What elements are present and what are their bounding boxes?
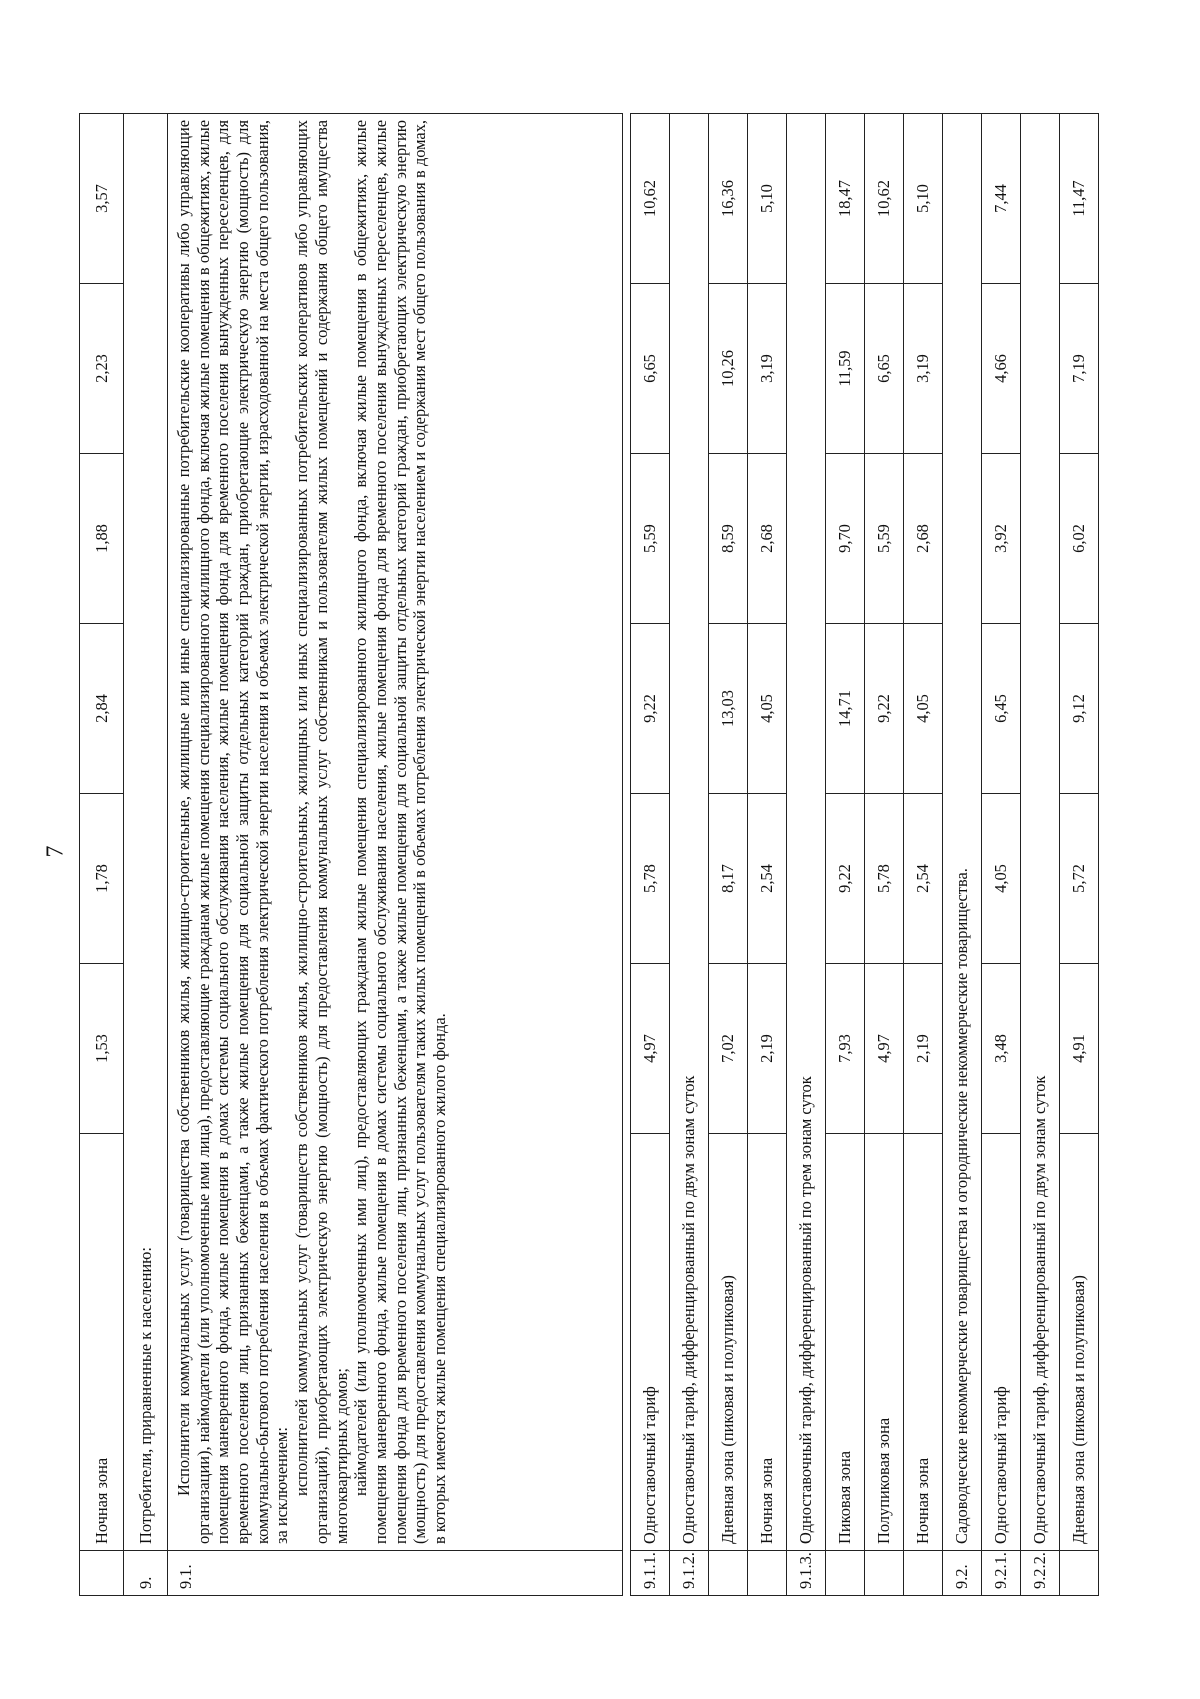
tariff-table (79, 113, 1099, 1596)
row-number: 9.2. (943, 1551, 982, 1596)
value-cell: 6,65 (631, 284, 670, 454)
value-cell: 3,48 (982, 964, 1021, 1134)
value-cell: 1,78 (80, 794, 124, 964)
table-row (80, 114, 124, 1596)
value-cell: 2,68 (748, 454, 787, 624)
value-cell: 11,59 (826, 284, 865, 454)
value-cell: 18,47 (826, 114, 865, 284)
value-cell: 6,45 (982, 624, 1021, 794)
row-number: 9. (124, 1551, 168, 1596)
row-number (865, 1551, 904, 1596)
value-cell: 5,10 (904, 114, 943, 284)
section-heading: Потребители, приравненные к населению: (124, 114, 168, 1551)
value-cell: 4,05 (982, 794, 1021, 964)
value-cell: 3,92 (982, 454, 1021, 624)
description-paragraph: исполнителей коммунальных услуг (товариществ собственников жилья, жилищно-строительных, жилищных или иных специализированных потребительских кооперативов либо управляющих организаций), приобретающих электрическую энергию (мощность) для предоставления коммунальных услуг собственникам и пользователям жилых помещений и содержания общего имущества многоквартирных домов; (292, 120, 351, 1544)
section-heading: Одноставочный тариф, дифференцированный по трем зонам суток (787, 114, 826, 1551)
value-cell: 4,91 (1060, 964, 1099, 1134)
table-row (982, 114, 1021, 1596)
value-cell: 7,02 (709, 964, 748, 1134)
row-separator (623, 114, 631, 1596)
row-label: Ночная зона (904, 1134, 943, 1551)
rotated-page (79, 113, 1099, 1596)
value-cell: 9,70 (826, 454, 865, 624)
row-label: Пиковая зона (826, 1134, 865, 1551)
table-row (748, 114, 787, 1596)
row-number: 9.2.2. (1021, 1551, 1060, 1596)
value-cell: 8,59 (709, 454, 748, 624)
value-cell: 5,78 (865, 794, 904, 964)
value-cell: 1,88 (80, 454, 124, 624)
table-row (865, 114, 904, 1596)
value-cell: 10,62 (631, 114, 670, 284)
table-row (904, 114, 943, 1596)
value-cell: 4,97 (865, 964, 904, 1134)
value-cell: 4,97 (631, 964, 670, 1134)
row-label: Ночная зона (748, 1134, 787, 1551)
value-cell: 2,54 (748, 794, 787, 964)
description-paragraph: наймодателей (или уполномоченных ими лиц), предоставляющих гражданам жилые помещения специализированного жилищного фонда, включая жилые помещения в общежитиях, жилые помещения маневренного фонда, жилые помещения в домах системы социального обслуживания населения, жилые помещения фонда для временного поселения вынужденных переселенцев, жилые помещения фонда для временного поселения лиц, признанных беженцами, а также жилые помещения для социальной защиты отдельных категорий граждан, приобретающих электрическую энергию (мощность) для предоставления коммунальных услуг пользователям таких жилых помещений в объемах потребления электрической энергии населением и содержания мест общего пользования в домах, в которых имеются жилые помещения специализированного жилого фонда. (351, 120, 449, 1544)
value-cell: 4,05 (748, 624, 787, 794)
section-heading: Одноставочный тариф, дифференцированный по двум зонам суток (670, 114, 709, 1551)
table-row (631, 114, 670, 1596)
value-cell: 2,19 (904, 964, 943, 1134)
value-cell: 2,84 (80, 624, 124, 794)
value-cell: 7,44 (982, 114, 1021, 284)
value-cell: 6,65 (865, 284, 904, 454)
value-cell: 9,22 (826, 794, 865, 964)
table-row (168, 114, 623, 1596)
row-number: 9.1.3. (787, 1551, 826, 1596)
page-number: 7 (42, 845, 69, 858)
value-cell: 8,17 (709, 794, 748, 964)
row-number: 9.1.2. (670, 1551, 709, 1596)
value-cell: 11,47 (1060, 114, 1099, 284)
value-cell: 3,19 (748, 284, 787, 454)
row-label: Ночная зона (80, 1134, 124, 1551)
value-cell: 10,26 (709, 284, 748, 454)
row-label: Дневная зона (пиковая и полупиковая) (1060, 1134, 1099, 1551)
value-cell: 2,68 (904, 454, 943, 624)
value-cell: 9,22 (631, 624, 670, 794)
row-number: 9.1. (168, 1551, 623, 1596)
value-cell: 16,36 (709, 114, 748, 284)
value-cell: 7,19 (1060, 284, 1099, 454)
row-number (80, 1551, 124, 1596)
value-cell: 3,57 (80, 114, 124, 284)
section-heading: Одноставочный тариф, дифференцированный по двум зонам суток (1021, 114, 1060, 1551)
row-label: Одноставочный тариф (631, 1134, 670, 1551)
value-cell: 10,62 (865, 114, 904, 284)
table-row (124, 114, 168, 1596)
value-cell: 4,66 (982, 284, 1021, 454)
table-row (787, 114, 826, 1596)
row-number (826, 1551, 865, 1596)
row-label: Одноставочный тариф (982, 1134, 1021, 1551)
table-row (943, 114, 982, 1596)
row-label: Дневная зона (пиковая и полупиковая) (709, 1134, 748, 1551)
value-cell: 13,03 (709, 624, 748, 794)
row-number: 9.1.1. (631, 1551, 670, 1596)
value-cell: 9,22 (865, 624, 904, 794)
table-row (826, 114, 865, 1596)
value-cell: 3,19 (904, 284, 943, 454)
value-cell: 4,05 (904, 624, 943, 794)
row-number (1060, 1551, 1099, 1596)
value-cell: 5,59 (865, 454, 904, 624)
value-cell: 2,23 (80, 284, 124, 454)
value-cell: 1,53 (80, 964, 124, 1134)
value-cell: 5,10 (748, 114, 787, 284)
value-cell: 6,02 (1060, 454, 1099, 624)
row-label: Полупиковая зона (865, 1134, 904, 1551)
description-cell (168, 114, 623, 1551)
value-cell: 2,54 (904, 794, 943, 964)
value-cell: 7,93 (826, 964, 865, 1134)
row-number (709, 1551, 748, 1596)
value-cell: 5,59 (631, 454, 670, 624)
row-number (748, 1551, 787, 1596)
table-row (1060, 114, 1099, 1596)
value-cell: 2,19 (748, 964, 787, 1134)
table-row (670, 114, 709, 1596)
row-number (904, 1551, 943, 1596)
row-number: 9.2.1. (982, 1551, 1021, 1596)
description-paragraph: Исполнители коммунальных услуг (товарищества собственников жилья, жилищно-строительные, жилищные или иные специализированные потребительские кооперативы либо управляющие организации), наймодатели (или уполномоченные ими лица), предоставляющие гражданам жилые помещения специализированного жилищного фонда, включая жилые помещения в общежитиях, жилые помещения маневренного фонда, жилые помещения в домах системы социального обслуживания населения, жилые помещения фонда для временного поселения вынужденных переселенцев, для временного поселения лиц, признанных беженцами, а также жилые помещения для социальной защиты отдельных категорий граждан, приобретающие электрическую энергию (мощность) для коммунально-бытового потребления населения в объемах фактического потребления электрической энергии населения и объемах электрической энергии, израсходованной на места общего пользования, за исключением: (174, 120, 292, 1544)
section-heading: Садоводческие некоммерческие товарищества и огороднические некоммерческие товарищества. (943, 114, 982, 1551)
table-row (1021, 114, 1060, 1596)
value-cell: 9,12 (1060, 624, 1099, 794)
value-cell: 14,71 (826, 624, 865, 794)
table-row (709, 114, 748, 1596)
value-cell: 5,78 (631, 794, 670, 964)
value-cell: 5,72 (1060, 794, 1099, 964)
